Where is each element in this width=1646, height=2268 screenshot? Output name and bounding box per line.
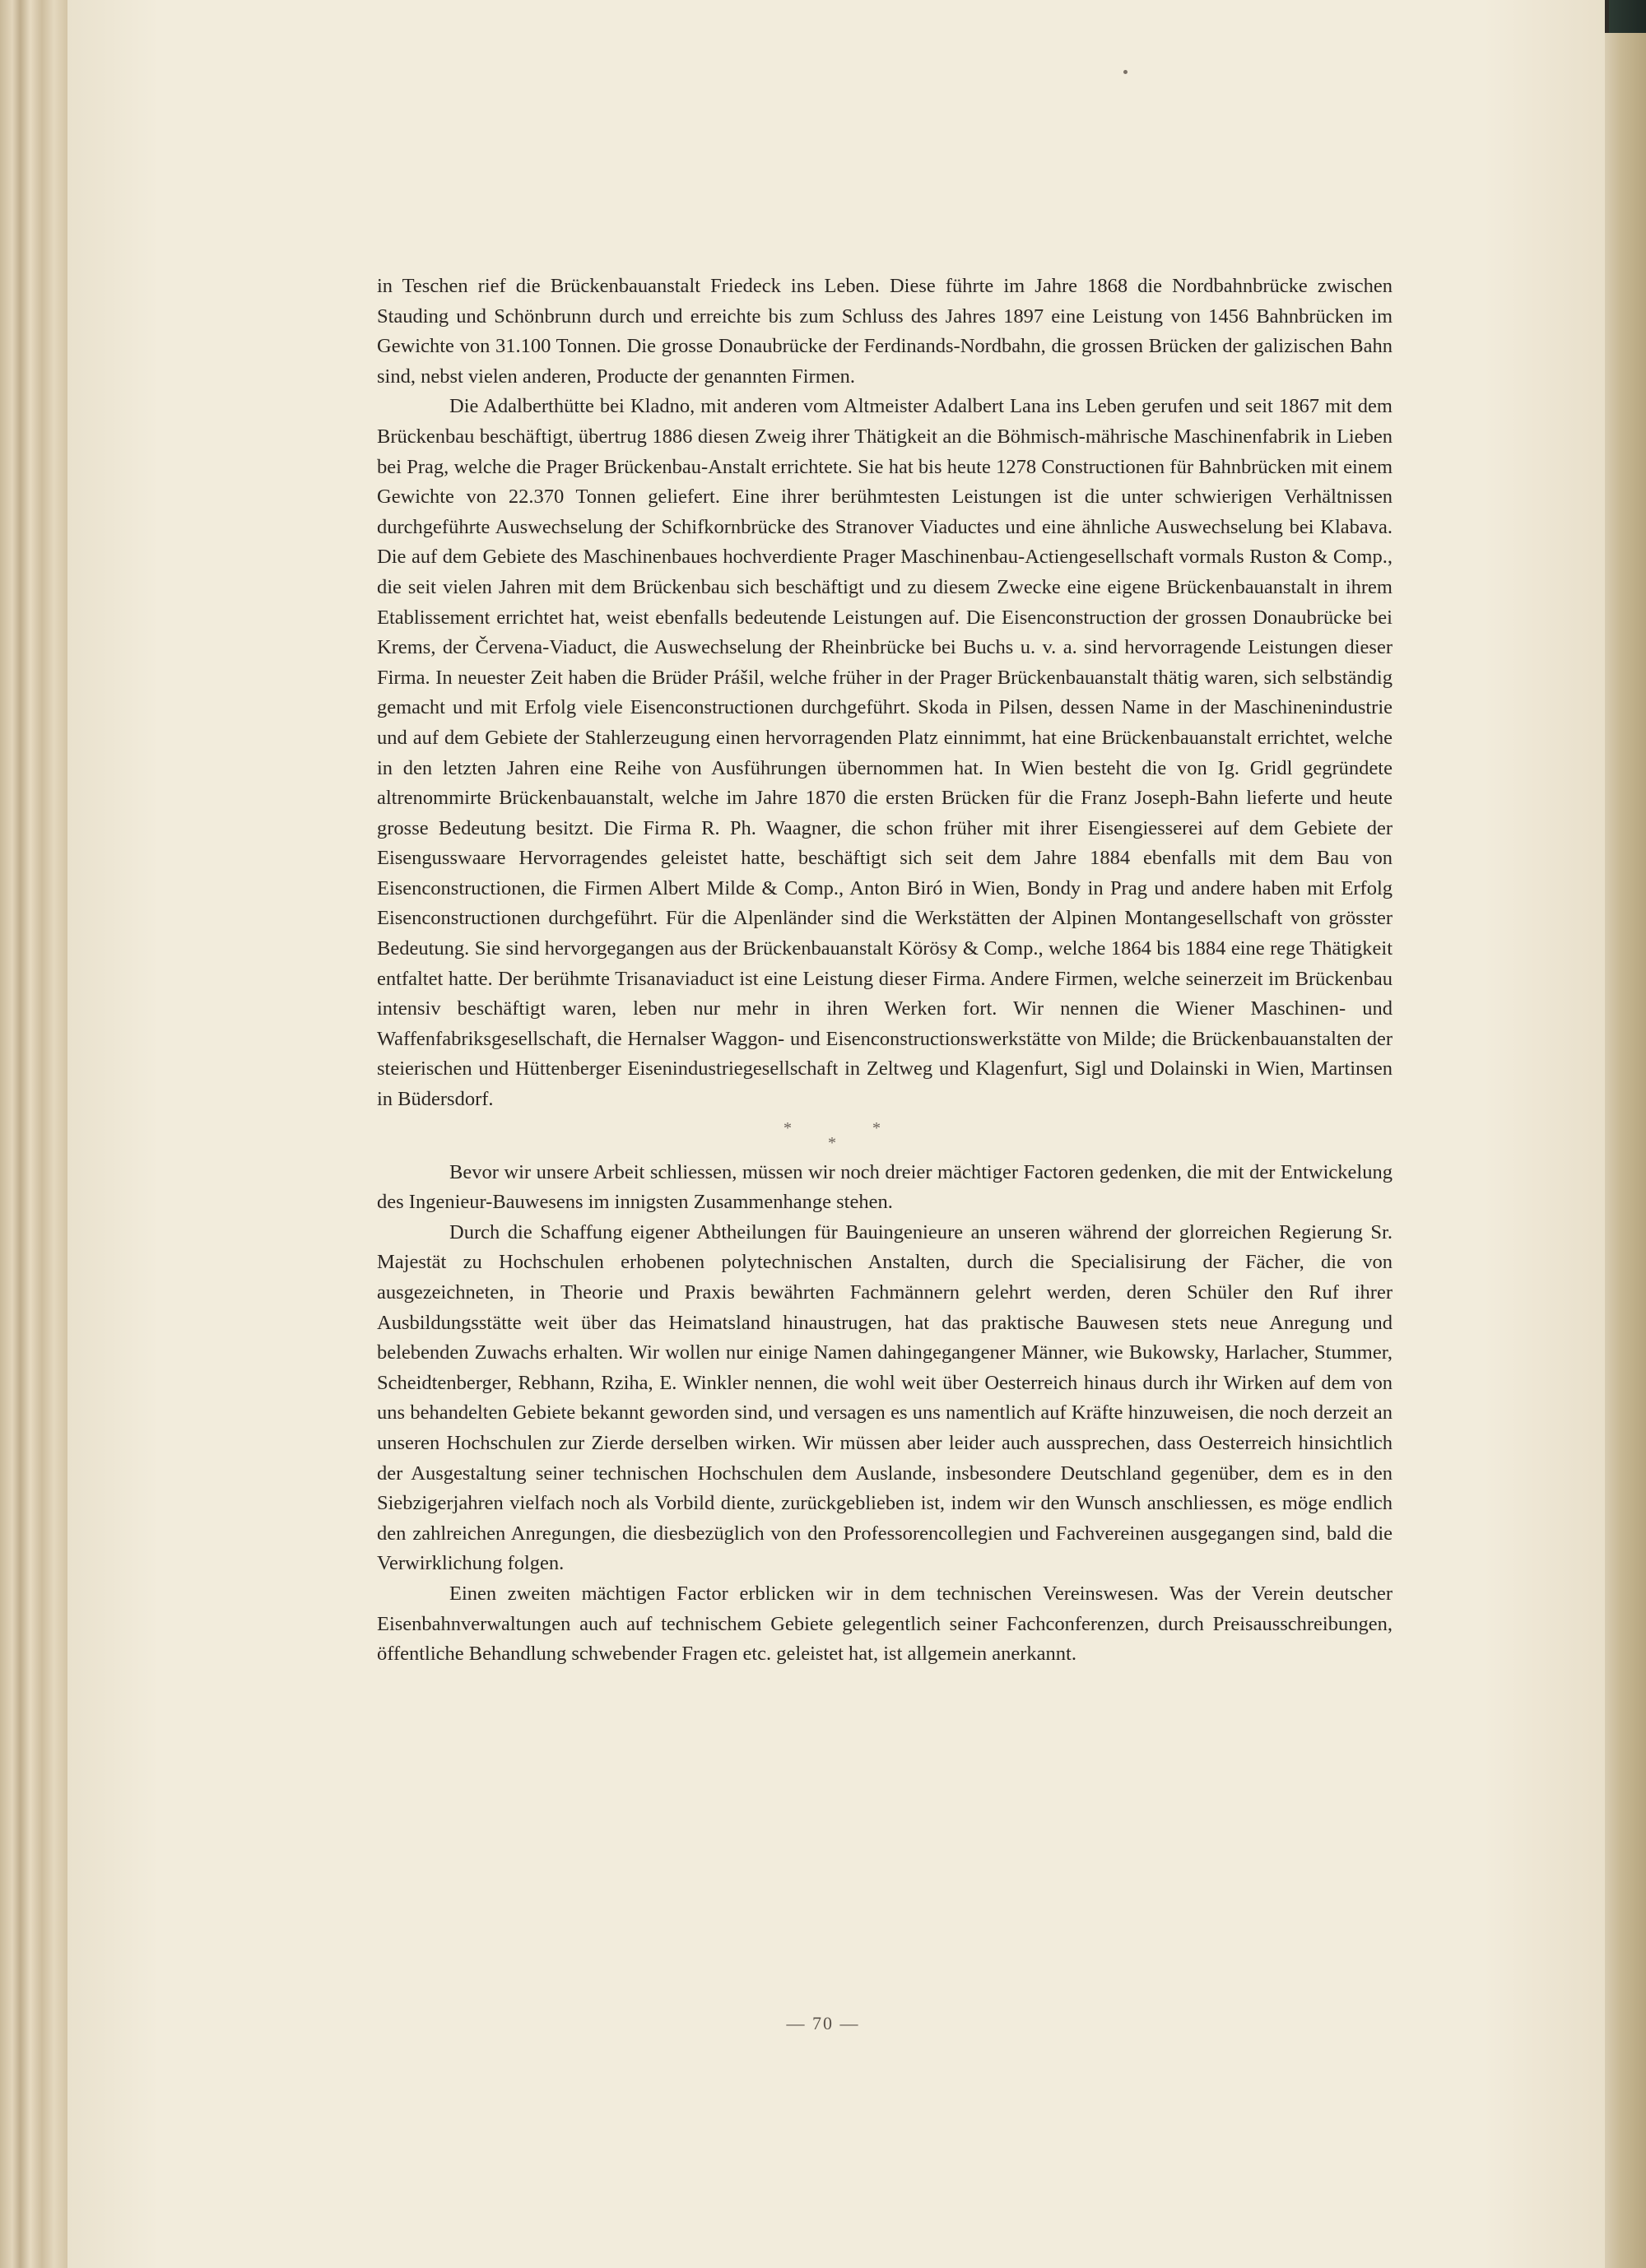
paragraph-5: Einen zweiten mächtigen Factor erblicken wir in dem technischen Vereinswesen. Was der Verein deutscher Eisenbahnverwaltungen auch auf technischem Gebiete gelegentlich seiner Fachconferenzen, durch Preisausschreibungen, öffentliche Behandlung schwebender Fragen etc. geleistet hat, ist allgemein anerkannt. (377, 1582, 1393, 1666)
asterisk-left: * (783, 1118, 792, 1137)
asterisk-right: * (872, 1118, 881, 1137)
book-cover-corner (1609, 0, 1646, 33)
paper-speck (1123, 70, 1128, 74)
body-text (377, 272, 1393, 1670)
paragraph-1: in Teschen rief die Brückenbauanstalt Friedeck ins Leben. Diese führte im Jahre 1868 die Nordbahnbrücke zwischen Stauding und Schönbrunn durch und erreichte bis zum Schluss des Jahres 1897 eine Leistung von 1456 Bahnbrücken im Gewichte von 31.100 Tonnen. Die grosse Donaubrücke der Ferdinands-Nordbahn, die grossen Brücken der galizischen Bahn sind, nebst vielen anderen, Producte der genannten Firmen. (377, 275, 1393, 388)
book-page-stack-right (1605, 33, 1646, 2268)
page-number: — 70 — (786, 2013, 860, 2033)
paragraph-4: Durch die Schaffung eigener Abtheilungen für Bauingenieure an unseren während der glorreichen Regierung Sr. Majestät zu Hochschulen erhobenen polytechnischen Anstalten, durch die Specialisirung der Fächer, die von ausgezeichneten, in Theorie und Praxis bewährten Fachmännern gelehrt werden, deren Schüler den Ruf ihrer Ausbildungsstätte weit über das Heimatsland hinaustrugen, hat das praktische Bauwesen stets neue Anregung und belebenden Zuwachs erhalten. Wir wollen nur einige Namen dahingegangener Männer, wie Bukowsky, Harlacher, Stummer, Scheidtenberger, Rebhann, Rziha, E. Winkler nennen, die wohl weit über Oesterreich hinaus durch ihr Wirken auf dem von uns behandelten Gebiete bekannt geworden sind, und versagen es uns namentlich auf Kräfte hinzuweisen, die noch derzeit an unseren Hochschulen zur Zierde derselben wirken. Wir müssen aber leider auch aussprechen, dass Oesterreich hinsichtlich der Ausgestaltung seiner technischen Hochschulen dem Auslande, insbesondere Deutschland gegenüber, dem es in den Siebzigerjahren vielfach noch als Vorbild diente, zurückgeblieben ist, indem wir den Wunsch anschliessen, es möge endlich den zahlreichen Anregungen, die diesbezüglich von den Professorencollegien und Fachvereinen ausgegangen sind, bald die Verwirklichung folgen. (377, 1220, 1393, 1575)
book-page-stack-left (0, 0, 67, 2268)
paragraph-2: Die Adalberthütte bei Kladno, mit anderen vom Altmeister Adalbert Lana ins Leben gerufen und seit 1867 mit dem Brückenbau beschäftigt, übertrug 1886 diesen Zweig ihrer Thätigkeit an die Böhmisch-mährische Maschinenfabrik in Lieben bei Prag, welche die Prager Brückenbau-Anstalt errichtete. Sie hat bis heute 1278 Constructionen für Bahnbrücken mit einem Gewichte von 22.370 Tonnen geliefert. Eine ihrer berühmtesten Leistungen ist die unter schwierigen Verhältnissen durchgeführte Auswechselung der Schifkornbrücke des Stranover Viaductes und eine ähnliche Auswechselung bei Klabava. Die auf dem Gebiete des Maschinenbaues hochverdiente Prager Maschinenbau-Actiengesellschaft vormals Ruston & Comp., die seit vielen Jahren mit dem Brückenbau sich beschäftigt und zu diesem Zwecke eine eigene Brückenbauanstalt in ihrem Etablissement errichtet hat, weist ebenfalls bedeutende Leistungen auf. Die Eisenconstruction der grossen Donaubrücke bei Krems, der Červena-Viaduct, die Auswechselung der Rheinbrücke bei Buchs u. v. a. sind hervorragende Leistungen dieser Firma. In neuester Zeit haben die Brüder Prášil, welche früher in der Prager Brückenbauanstalt thätig waren, sich selbständig gemacht und mit Erfolg viele Eisenconstructionen durchgeführt. Skoda in Pilsen, dessen Name in der Maschinenindustrie und auf dem Gebiete der Stahlerzeugung einen hervorragenden Platz einnimmt, hat eine Brückenbauanstalt errichtet, welche in den letzten Jahren eine Reihe von Ausführungen übernommen hat. In Wien besteht die von Ig. Gridl gegründete altrenommirte Brückenbauanstalt, welche im Jahre 1870 die ersten Brücken für die Franz Joseph-Bahn lieferte und heute grosse Bedeutung besitzt. Die Firma R. Ph. Waagner, die schon früher mit ihrer Eisengiesserei auf dem Gebiete der Eisengusswaare Hervorragendes geleistet hatte, beschäftigt sich seit dem Jahre 1884 ebenfalls mit dem Bau von Eisenconstructionen, die Firmen Albert Milde & Comp., Anton Biró in Wien, Bondy in Prag und andere haben mit Erfolg Eisenconstructionen durchgeführt. Für die Alpenländer sind die Werkstätten der Alpinen Montangesellschaft von grösster Bedeutung. Sie sind hervorgegangen aus der Brückenbauanstalt Körösy & Comp., welche 1864 bis 1884 eine rege Thätigkeit entfaltet hatte. Der berühmte Trisanaviaduct ist eine Leistung dieser Firma. Andere Firmen, welche seinerzeit im Brückenbau intensiv beschäftigt waren, leben nur mehr in ihren Werken fort. Wir nennen die Wiener Maschinen- und Waffenfabriksgesellschaft, die Hernalser Waggon- und Eisenconstructionswerkstätte von Milde; die Brückenbauanstalten der steierischen und Hüttenberger Eisenindustriegesellschaft in Zeltweg und Klagenfurt, Sigl und Dolainski in Wien, Martinsen in Büdersdorf. (377, 395, 1393, 1111)
paragraph-3: Bevor wir unsere Arbeit schliessen, müssen wir noch dreier mächtiger Factoren gedenken, die mit der Entwickelung des Ingenieur-Bauwesens im innigsten Zusammenhange stehen. (377, 1160, 1393, 1214)
asterisk-center: * (828, 1133, 836, 1152)
section-asterism (377, 1117, 1393, 1153)
